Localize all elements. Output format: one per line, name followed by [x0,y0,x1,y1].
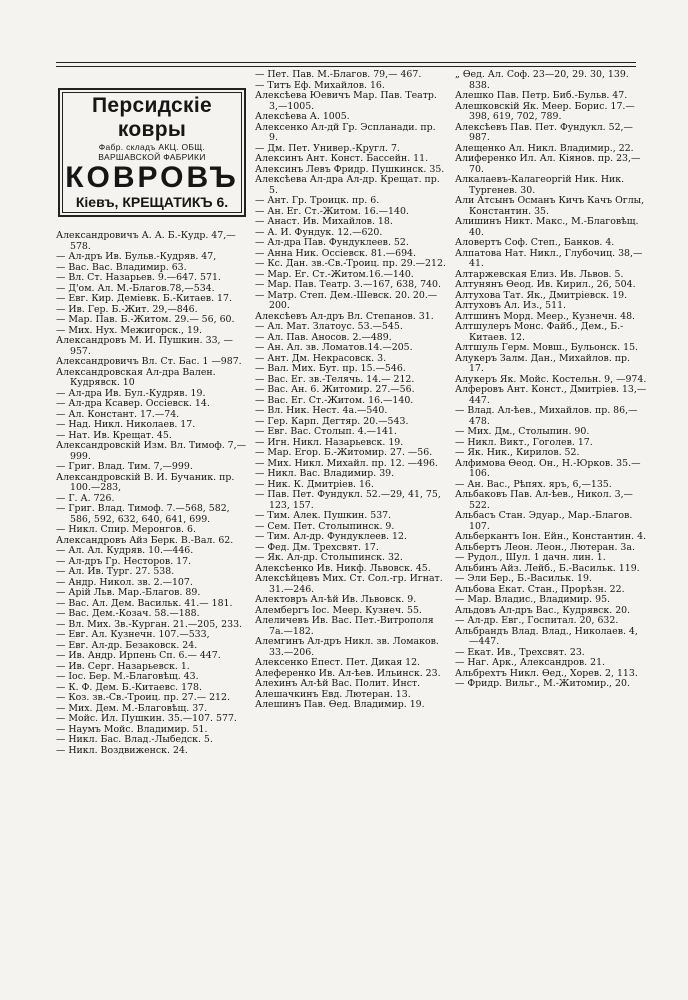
directory-entry: Алешко Пав. Петр. Биб.-Бульв. 47. [455,90,628,101]
directory-entry: — Гер. Карп. Дегтяр. 20.—543. [255,415,409,427]
directory-entry: — Вл. Мих. Зв.-Курган. 21.—205, 233. [56,618,243,630]
directory-entry: — Вас. Вас. Владимир. 63. [56,261,187,273]
directory-entry: — Тим. Ал-др. Фундуклеев. 12. [255,531,407,542]
directory-entry: Алексѣйцевъ Мих. Ст. Сол.-гр. Игнат. 31.—246. [255,573,443,595]
directory-entry: Альберкантъ Iон. Ейн., Константин. 4. [455,531,647,542]
directory-entry: — Игн. Никл. Назарьевск. 19. [255,436,404,448]
directory-entry: — Вал. Мих. Бут. пр. 15.—546. [255,363,406,374]
directory-entry: — Коз. зв.-Св.-Троиц. пр. 27.— 212. [56,692,230,703]
directory-entry: Алексинъ Левъ Фридр. Пушкинск. 35. [255,163,445,175]
directory-entry: Алтунянъ Ѳеод. Ив. Кирил., 26, 504. [455,279,636,290]
directory-entry: Александровичъ Вл. Ст. Бас. 1 —987. [56,356,242,367]
directory-entry: Алтухова Тат. Як., Дмитрiевск. 19. [455,289,628,301]
directory-entry: Алтшулеръ Монс. Файб., Дем., Б.-Китаев. 12. [455,321,624,343]
directory-entry: — Ант. Гр. Троицк. пр. 6. [255,195,380,206]
directory-entry: Алехинъ Ал-ѣй Вас. Полит. Инст. [255,678,421,689]
column-3 [455,70,647,690]
ad-address: Кiевъ, КРЕЩАТИКЪ 6. [75,194,229,210]
directory-entry: Алексѣева А. 1005. [255,111,350,122]
directory-entry: — Мойс. Ил. Пушкин. 35.—107. 577. [56,713,237,724]
directory-entry: — Григ. Влад. Тимоф. 7.—568, 582, 586, 592, 632, 640, 641, 699. [56,503,230,525]
column-2 [255,70,447,711]
directory-entry: — Никл. Викт., Гоголев. 17. [455,436,593,448]
directory-entry: Алексѣева Юевичъ Мар. Пав. Театр. 3,—1005. [255,90,437,112]
ad-big-word: КОВРОВЪ [65,161,239,194]
directory-entry: Алферовъ Ант. Конст., Дмитрiев. 13,—447. [455,384,647,406]
directory-entry: — Фед. Дм. Трехсвят. 17. [255,541,379,553]
column-2-entries [255,70,447,711]
directory-entry: Александровъ Айз Берк. В.-Вал. 62. [56,534,234,546]
directory-entry: Александровичъ А. А. Б.-Кудр. 47,—578. [56,230,236,252]
directory-entry: Алешачкинъ Евд. Лютеран. 13. [255,688,411,700]
directory-entry: — Рудол., Шул. 1 дачн. лин. 1. [455,552,606,563]
directory-entry: — Як. Ал-др. Столыпинск. 32. [255,552,403,563]
directory-entry: — Никл. Вас. Владимир. 39. [255,468,395,479]
directory-entry: Алембергъ Iос. Меер. Кузнеч. 55. [255,604,422,616]
directory-entry: Али Атсынъ Османъ Кичъ Качъ Оглы, Константин. 35. [455,195,645,217]
directory-entry: — Ал-дра Ив. Бул.-Кудряв. 19. [56,387,206,399]
directory-entry: — Мар. Пав. Театр. 3.—167, 638, 740. [255,279,441,290]
directory-entry: Алукеръ Залм. Дан., Михайлов. пр. 17. [455,352,631,374]
directory-entry: — Мих. Дм., Столыпин. 90. [455,426,590,437]
directory-entry: — Евг. Ал-др. Безаковск. 24. [56,639,198,651]
directory-entry: — Iос. Бер. М.-Благовѣщ. 43. [56,671,199,682]
column-3-entries [455,70,647,690]
directory-entry: — Никл. Спир. Меронгов. 6. [56,524,196,535]
directory-entry: — Ан. Ал. зв. Ломатов.14.—205. [255,342,413,353]
directory-entry: — Кс. Дан. зв.-Св.-Троиц. пр. 29.—212. [255,258,446,269]
directory-entry: — Арiй Льв. Мар.-Благов. 89. [56,587,201,598]
directory-entry: Алексѣева Ал-дра Ал-др. Крещат. пр. 5. [255,174,440,196]
directory-entry: Алексенко Епест. Пет. Дикая 12. [255,657,421,668]
directory-entry: — Никл. Воздвиженск. 24. [56,744,188,756]
column-1-entries [56,231,248,756]
directory-entry: — Ал. Ив. Тург. 27. 538. [56,566,175,577]
directory-entry: — Ник. К. Дмитрiев. 16. [255,478,374,490]
directory-entry: Алешинъ Пав. Ѳед. Владимир. 19. [255,699,425,710]
directory-entry: Альбинъ Айз. Лейб., Б.-Васильк. 119. [455,562,640,574]
directory-entry: — Григ. Влад. Тим. 7,—999. [56,461,193,472]
directory-entry: — Ал-др. Евг., Госпитал. 20, 632. [455,615,619,626]
directory-entry: — Пет. Пав. М.-Благов. 79,— 467. [255,70,422,80]
ad-line-1: Фабр. складъ АКЦ. ОБЩ. [98,142,206,152]
directory-entry: „ Ѳед. Ал. Соф. 23—20, 29. 30, 139. 838. [455,70,629,91]
directory-entry: — Дм. Пет. Универ.-Кругл. 7. [255,142,400,154]
directory-entry: Альдовъ Ал-дръ Вас., Кудрявск. 20. [455,604,631,616]
directory-entry: Алпатова Нат. Никл., Глубочиц. 38,—41. [455,247,643,269]
directory-entry: — Ал. Мат. Златоус. 53.—545. [255,321,403,332]
directory-entry: — Вас. Ан. 6. Житомир. 27.—56. [255,384,415,395]
directory-entry: — Вас. Ал. Дем. Васильк. 41.— 181. [56,597,233,609]
directory-entry: — Мар. Пав. Б.-Житом. 29.— 56, 60. [56,314,235,325]
directory-entry: Аловертъ Соф. Степ., Банков. 4. [455,237,615,248]
ad-title: Персидскiе ковры [92,94,212,141]
directory-entry: Алексенко Ал-дй Гр. Эспланади. пр. 9. [255,121,436,143]
directory-entry: — Наг. Арк., Александров. 21. [455,657,606,668]
directory-entry: Алексѣевъ Ал-дръ Вл. Степанов. 31. [255,310,434,322]
directory-entry: — Ал. Констант. 17.—74. [56,408,180,420]
directory-entry: — Мар. Егор. Б.-Житомир. 27. —56. [255,447,433,458]
directory-entry: — Ив. Серг. Назарьевск. 1. [56,660,190,672]
directory-entry: Алеличевъ Ив. Вас. Пет.-Витрополя 7а.—182. [255,615,434,637]
directory-entry: — Мих. Никл. Михайл. пр. 12. —496. [255,457,438,469]
directory-entry: — Пав. Пет. Фундукл. 52.—29, 41, 75, 123, 157. [255,489,441,511]
directory-entry: Алкалаевъ-Калагеоргiй Ник. Ник. Тургенев. 30. [455,174,625,196]
directory-entry: — Ал-дра Ксавер. Оссiевск. 14. [56,398,210,409]
directory-entry: Алеференко Ив. Ал-ѣев. Ильинск. 23. [255,667,441,679]
directory-entry: Алукеръ Як. Мойс. Костельн. 9, —974. [455,373,647,385]
top-rule [56,62,636,63]
directory-entry: Алексѣевъ Пав. Пет. Фундукл. 52,—987. [455,121,633,143]
directory-entry: — Евг. Ал. Кузнечн. 107.—533, [56,629,210,640]
directory-entry: — Ант. Дм. Некрасовск. 3. [255,352,387,364]
directory-entry: Альбертъ Леон. Леон., Лютеран. 3а. [455,541,635,553]
directory-entry: Алиференко Ил. Ал. Кiянов. пр. 23,—70. [455,153,641,175]
directory-entry: — Фридр. Вильг., М.-Житомир., 20. [455,678,630,689]
directory-entry: Альбрандъ Влад. Влад., Николаев. 4,—447. [455,625,638,647]
directory-entry: — Анаст. Ив. Михайлов. 18. [255,216,393,227]
directory-entry: Альбова Екат. Стан., Прорѣзн. 22. [455,583,625,595]
directory-entry: Алексинъ Ант. Конст. Бассейн. 11. [255,153,429,164]
directory-entry: Альбасъ Стан. Эдуар., Мар.-Благов. 107. [455,510,633,532]
directory-entry: Альбаковъ Пав. Ал-ѣев., Никол. 3,—522. [455,489,633,511]
directory-entry: — Никл. Бас. Влад.-Лыбедск. 5. [56,734,213,745]
carpet-advertisement [58,88,246,217]
directory-entry: — Вл. Ст. Назарьев. 9.—647. 571. [56,272,221,283]
directory-entry: — Евг. Вас. Столып. 4.—141. [255,426,397,437]
directory-entry: — Влад. Ал-ѣев., Михайлов. пр. 86,—478. [455,405,638,427]
directory-entry: — Г. А. 726. [56,492,115,504]
directory-entry: — К. Ф. Дем. Б.-Китаевс. 178. [56,681,202,693]
directory-entry: — Андр. Никол. зв. 2.—107. [56,576,193,588]
directory-entry: Алексѣенко Ив. Никф. Львовск. 45. [255,562,431,574]
directory-entry: — Як. Ник., Кирилов. 52. [455,447,580,458]
directory-entry: Алтшинъ Морд. Меер., Кузнечн. 48. [455,310,636,322]
directory-entry: — Д'ом. Ал. М.-Благов.78,—534. [56,282,215,294]
directory-entry: — Ив. Андр. Ирпень Сп. 6.— 447. [56,650,221,661]
directory-entry: — Вл. Ник. Нест. 4а.—540. [255,405,388,416]
directory-entry: Александровскiй Изм. Вл. Тимоф. 7,—999. [56,440,246,462]
directory-entry: — Анна Ник. Оссiевск. 81.—694. [255,247,417,259]
directory-entry: — Над. Никл. Николаев. 17. [56,419,196,430]
directory-entry: Александровская Ал-дра Вален. Кудрявск. 10 [56,366,216,388]
directory-entry: — Вас. Ег. Ст.-Житом. 16.—140. [255,394,414,406]
directory-entry: — Тим. Алек. Пушкин. 537. [255,510,392,521]
directory-entry: — Титъ Еф. Михайлов. 16. [255,79,385,91]
directory-entry: — Мих. Дем. М.-Благовѣщ. 37. [56,702,208,714]
directory-entry: — Ал-дръ Гр. Несторов. 17. [56,555,192,567]
directory-entry: — Наумъ Мойс. Владимир. 51. [56,723,208,735]
directory-entry: Альбрехтъ Никл. Ѳед., Хорев. 2, 113. [455,667,638,679]
directory-entry: Александровъ М. И. Пушкин. 33, —957. [56,335,233,357]
directory-entry: — Сем. Пет. Столыпинск. 9. [255,520,395,532]
directory-entry: Алещенко Ал. Никл. Владимир., 22. [455,142,634,154]
directory-entry: — Мар. Владис., Владимир. 95. [455,594,611,605]
directory-entry: — Екат. Ив., Трехсвят. 23. [455,646,585,658]
directory-entry: — Ал. Ал. Кудряв. 10.—446. [56,545,194,556]
directory-entry: — Матр. Степ. Дем.-Шевск. 20. 20.—200. [255,289,438,311]
directory-entry: Александровскiй В. И. Бучаник. пр. 100.—283, [56,471,235,493]
directory-entry: Алтаржевская Елиз. Ив. Львов. 5. [455,268,624,280]
directory-entry: Алфимова Ѳеод. Он., Н.-Юрков. 35.—106. [455,457,641,479]
directory-entry: — Ал-дра Пав. Фундуклеев. 52. [255,237,409,248]
directory-entry: — А. И. Фундук. 12.—620. [255,226,383,238]
directory-entry: — Ив. Гер. Б.-Жит. 29,—846. [56,303,198,315]
directory-entry: — Ан. Вас., Рѣпях. яръ, 6,—135. [455,478,612,490]
directory-entry: — Вас. Ег. зв.-Телячь. 14.— 212. [255,373,415,385]
directory-entry: Алешковскiй Як. Меер. Борис. 17.—398, 619, 702, 789. [455,100,635,122]
directory-entry: — Евг. Кир. Демiевк. Б.-Китаев. 17. [56,293,232,304]
directory-entry: — Мих. Нух. Межигорск., 19. [56,324,202,336]
directory-entry: — Нат. Ив. Крещат. 45. [56,429,172,441]
ad-line-2: ВАРШАВСКОЙ ФАБРИКИ [98,152,206,162]
directory-entry: Алтуховъ Ал. Из., 511. [455,300,567,311]
directory-entry: Алишинъ Никт. Макс., М.-Благовѣщ. 40. [455,216,639,238]
directory-entry: Алемгинъ Ал-дръ Никл. зв. Ломаков. 33.—206. [255,636,439,658]
directory-entry: — Вас. Дем.-Козач. 58.—188. [56,608,200,619]
directory-entry: Алектовръ Ал-ѣй Ив. Львовск. 9. [255,594,417,605]
top-rule-double [56,66,636,67]
directory-entry: — Ал. Пав. Аносов. 2.—489. [255,331,392,343]
directory-entry: Алтшуль Герм. Мовш., Бульонск. 15. [455,342,639,353]
directory-entry: — Ал-дръ Ив. Бульв.-Кудряв. 47, [56,251,217,262]
directory-entry: — Эли Бер., Б.-Васильк. 19. [455,573,592,584]
column-1 [56,70,248,756]
directory-entry: — Мар. Ег. Ст.-Житом.16.—140. [255,268,414,280]
directory-entry: — Ан. Ег. Ст.-Житом. 16.—140. [255,205,409,217]
